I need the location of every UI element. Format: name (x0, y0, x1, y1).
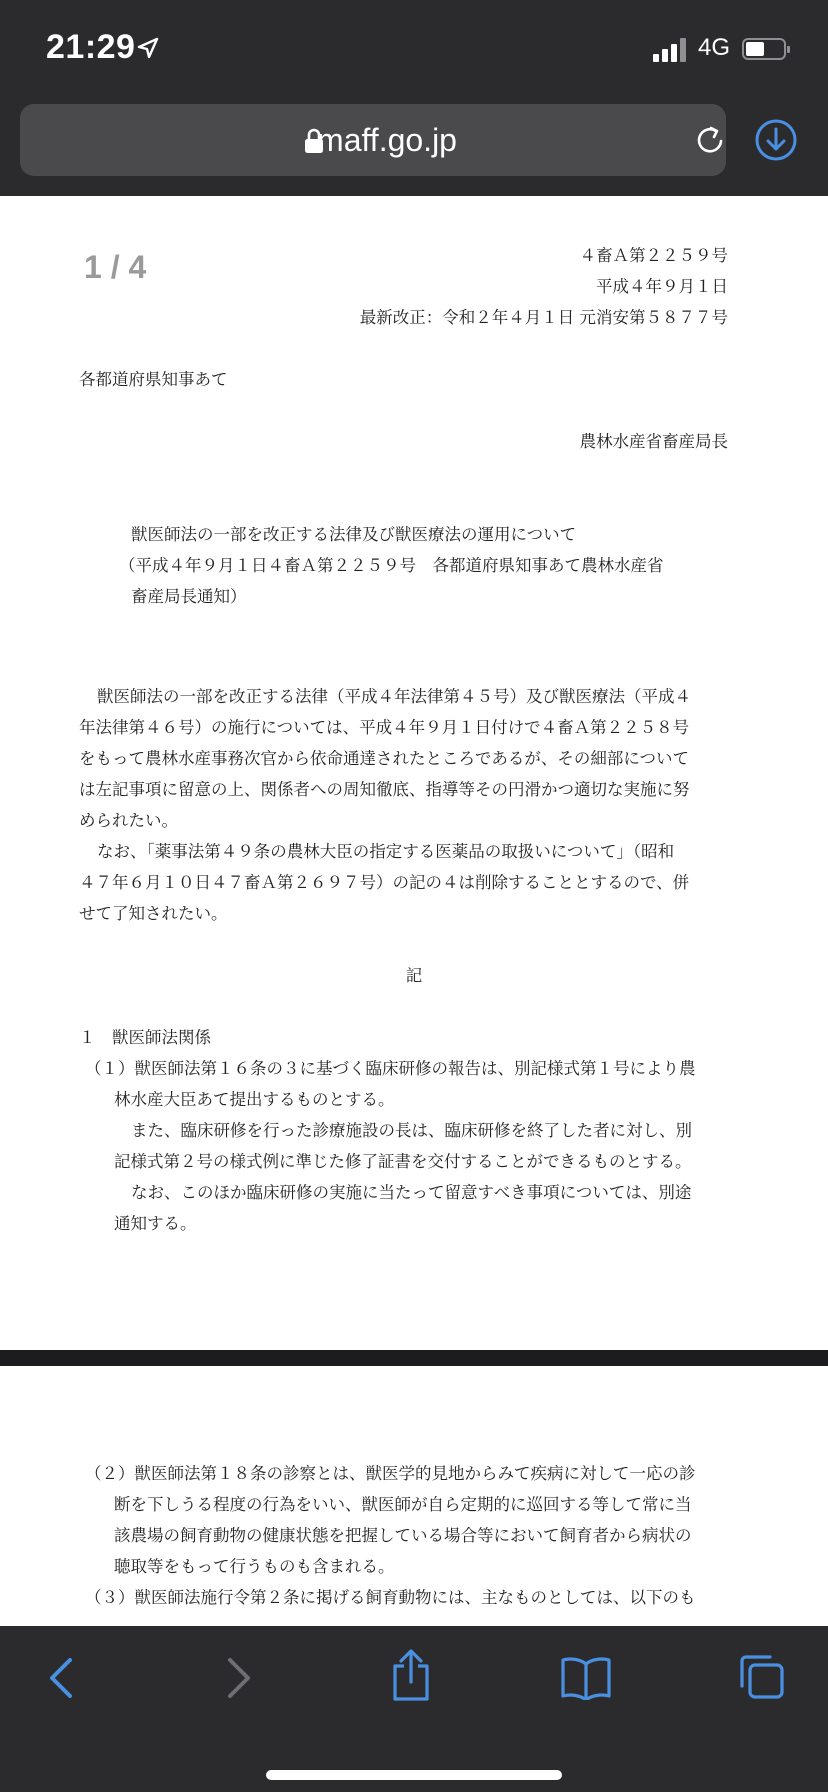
doc-date: 平成４年９月１日 (596, 277, 728, 296)
item-line: 断を下しうる程度の行為をいい、獣医師が自ら定期的に巡回する等して常に当 (114, 1495, 692, 1514)
cellular-signal-icon (653, 38, 689, 62)
addressee: 各都道府県知事あて (79, 370, 228, 389)
pdf-page-1[interactable] (0, 196, 828, 1350)
body-line: 獣医師法の一部を改正する法律（平成４年法律第４５号）及び獣医療法（平成４ (97, 687, 691, 706)
document-subtitle-line: 畜産局長通知） (131, 587, 247, 606)
status-time: 21:29 (46, 28, 136, 66)
home-indicator[interactable] (266, 1770, 562, 1780)
bookmarks-icon[interactable] (560, 1656, 612, 1700)
ki-heading: 記 (405, 966, 423, 985)
item-line: 聴取等をもって行うものも含まれる。 (114, 1557, 395, 1576)
status-bar (0, 0, 828, 100)
document-title: 獣医師法の一部を改正する法律及び獣医療法の運用について (131, 525, 577, 544)
body-line: は左記事項に留意の上、関係者への周知徹底、指導等その円滑かつ適切な実施に努 (79, 780, 690, 799)
body-line: 年法律第４６号）の施行については、平成４年９月１日付けで４畜Ａ第２２５８号 (79, 718, 690, 737)
page-counter: 1 / 4 (84, 249, 147, 285)
doc-revision: 最新改正：令和２年４月１日 元消安第５８７７号 (359, 308, 728, 327)
section-heading: １ 獣医師法関係 (79, 1028, 211, 1047)
sender: 農林水産省畜産局長 (579, 432, 728, 451)
item-line: 通知する。 (114, 1214, 197, 1233)
share-icon[interactable] (388, 1648, 434, 1702)
browser-toolbar (0, 1626, 828, 1792)
item-line: （１）獣医師法第１６条の３に基づく臨床研修の報告は、別記様式第１号により農 (85, 1059, 696, 1078)
item-line: また、臨床研修を行った診療施設の長は、臨床研修を終了した者に対し、別 (131, 1121, 692, 1140)
item-line: なお、このほか臨床研修の実施に当たって留意すべき事項については、別途 (131, 1183, 692, 1202)
body-line: なお、「薬事法第４９条の農林大臣の指定する医薬品の取扱いについて」（昭和 (97, 842, 675, 861)
tabs-icon[interactable] (736, 1652, 786, 1702)
address-field[interactable] (20, 104, 726, 176)
item-line: 林水産大臣あて提出するものとする。 (114, 1090, 395, 1109)
item-line: （３）獣医師法施行令第２条に掲げる飼育動物には、主なものとしては、以下のも (85, 1588, 696, 1607)
browser-url-bar (0, 100, 828, 196)
doc-number: ４畜Ａ第２２５９号 (579, 246, 728, 265)
pdf-page-2[interactable] (0, 1366, 828, 1626)
document-subtitle-line: （平成４年９月１日４畜Ａ第２２５９号 各都道府県知事あて農林水産省 (119, 556, 664, 575)
item-line: 該農場の飼育動物の健康状態を把握している場合等において飼育者から病状の (114, 1526, 692, 1545)
item-line: 記様式第２号の様式例に準じた修了証書を交付することができるものとする。 (114, 1152, 692, 1171)
body-line: ４７年６月１０日４７畜Ａ第２６９７号）の記の４は削除することとするので、併 (79, 873, 690, 892)
battery-icon (742, 38, 786, 60)
url-text: maff.go.jp (317, 122, 457, 158)
body-line: せて了知されたい。 (79, 904, 228, 923)
body-line: められたい。 (79, 811, 178, 830)
forward-icon[interactable] (216, 1654, 260, 1702)
reload-icon[interactable] (692, 122, 728, 158)
body-line: をもって農林水産事務次官から依命通達されたところであるが、その細部について (79, 749, 690, 768)
item-line: （２）獣医師法第１８条の診察とは、獣医学的見地からみて疾病に対して一応の診 (85, 1464, 696, 1483)
network-type-label: 4G (698, 34, 731, 61)
back-icon[interactable] (40, 1654, 84, 1702)
downloads-icon[interactable] (754, 118, 798, 162)
location-arrow-icon (136, 36, 160, 60)
